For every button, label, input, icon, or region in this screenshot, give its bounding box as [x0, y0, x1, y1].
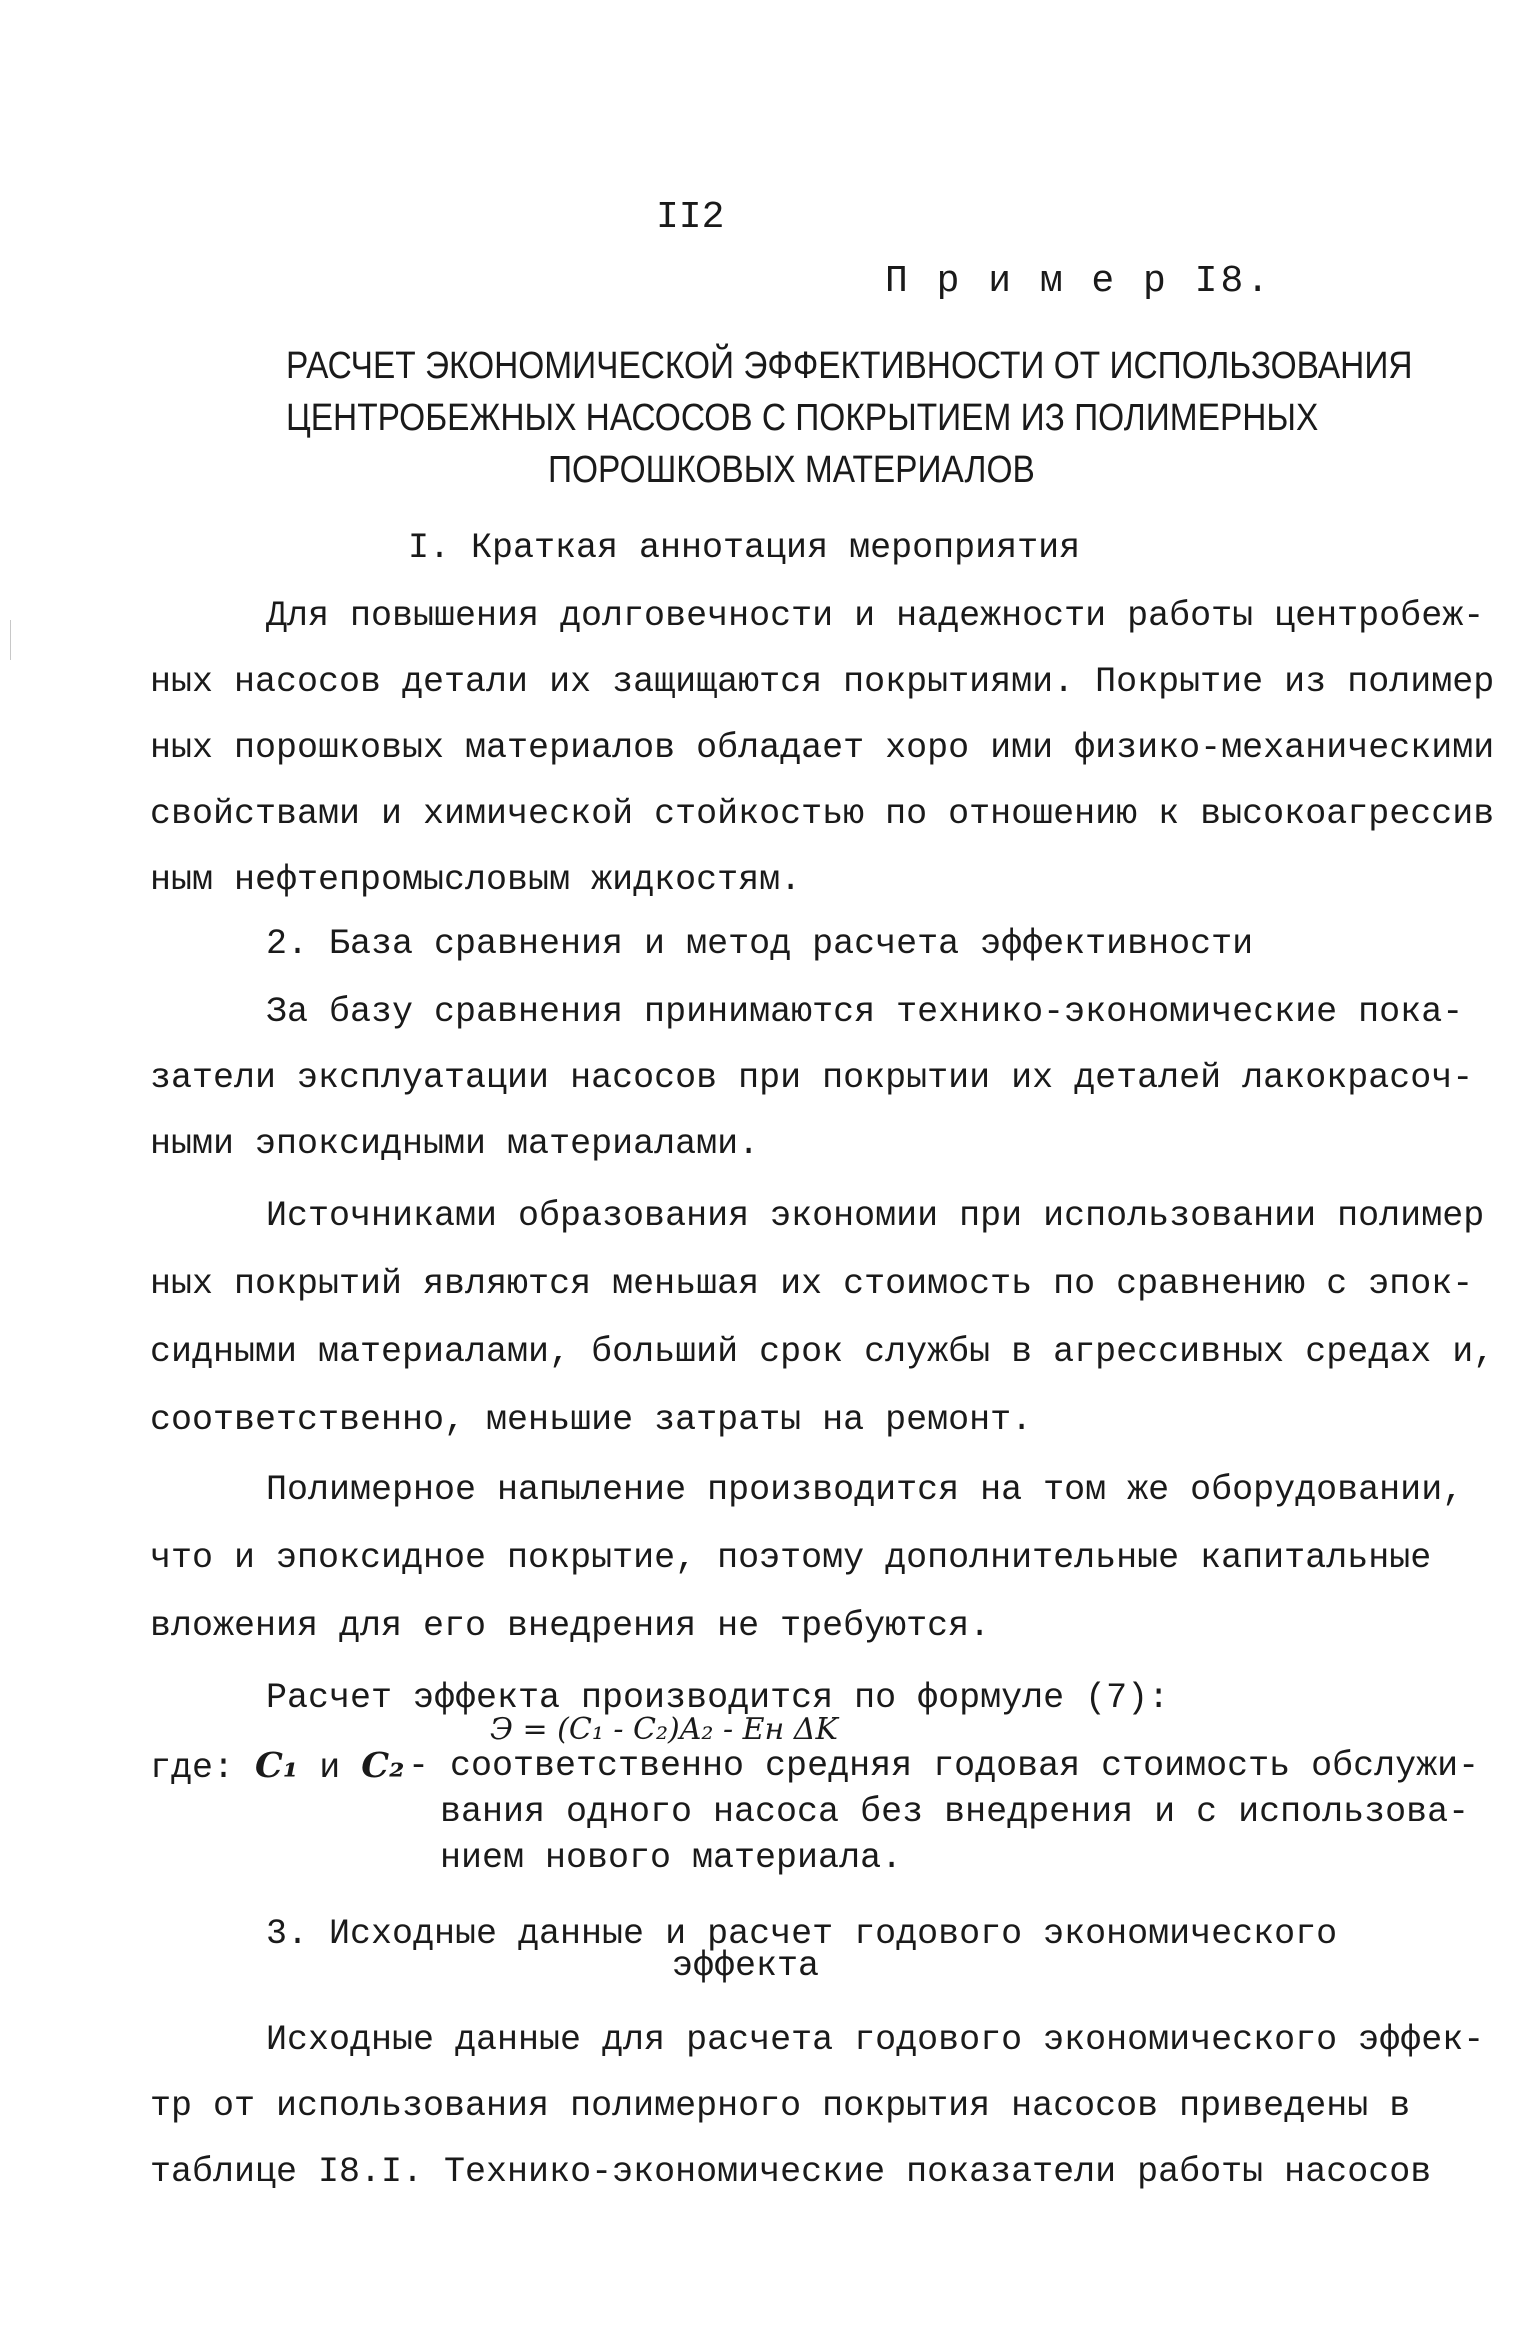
title-line-2: ЦЕНТРОБЕЖНЫХ НАСОСОВ С ПОКРЫТИЕМ ИЗ ПОЛИМЕРНЫХ	[286, 397, 1319, 439]
section-3-line-1: Исходные данные для расчета годового экономического эффек-	[266, 2020, 1485, 2060]
section-3-heading-line-2: эффекта	[672, 1946, 820, 1986]
economic-effect-formula: Э = (C₁ - C₂)A₂ - Eн ΔK	[490, 1712, 838, 1747]
scan-margin-mark	[10, 620, 11, 660]
where-definition-line-2: вания одного насоса без внедрения и с использова-	[440, 1792, 1470, 1832]
section-3-line-3: таблице I8.I. Технико-экономические показатели работы насосов	[150, 2152, 1432, 2192]
section-2-p2-line-1: Источниками образования экономии при использовании полимер	[266, 1196, 1485, 1236]
title-line-3: ПОРОШКОВЫХ МАТЕРИАЛОВ	[548, 449, 1035, 491]
section-1-line-2: ных насосов детали их защищаются покрытиями. Покрытие из полимер	[150, 662, 1495, 702]
section-1-line-3: ных порошковых материалов обладает хоро ими физико-механическими	[150, 728, 1495, 768]
section-1-line-1: Для повышения долговечности и надежности работы центробеж-	[266, 596, 1485, 636]
page-number: II2	[656, 196, 725, 239]
section-2-p1-line-1: За базу сравнения принимаются технико-экономические пока-	[266, 992, 1464, 1032]
section-2-p2-line-3: сидными материалами, больший срок службы в агрессивных средах и,	[150, 1332, 1495, 1372]
section-2-p2-line-2: ных покрытий являются меньшая их стоимость по сравнению с эпок-	[150, 1264, 1474, 1304]
section-2-p1-line-2: затели эксплуатации насосов при покрытии их деталей лакокрасоч-	[150, 1058, 1474, 1098]
section-1-heading: I. Краткая аннотация мероприятия	[408, 528, 1081, 568]
section-2-p1-line-3: ными эпоксидными материалами.	[150, 1124, 760, 1164]
formula-intro: Расчет эффекта производится по формуле (7):	[266, 1678, 1170, 1718]
where-definition-line-3: нием нового материала.	[440, 1838, 903, 1878]
section-1-line-4: свойствами и химической стойкостью по отношению к высокоагрессив	[150, 794, 1495, 834]
section-2-p3-line-2: что и эпоксидное покрытие, поэтому дополнительные капитальные	[150, 1538, 1432, 1578]
variable-c1: C₁	[255, 1745, 299, 1786]
where-and: и	[319, 1748, 341, 1788]
section-2-p2-line-4: соответственно, меньшие затраты на ремонт.	[150, 1400, 1033, 1440]
section-2-heading: 2. База сравнения и метод расчета эффективности	[266, 924, 1254, 964]
where-definition-line-1: - соответственно средняя годовая стоимость обслужи-	[408, 1746, 1480, 1786]
section-1-line-5: ным нефтепромысловым жидкостям.	[150, 860, 802, 900]
title-line-1: РАСЧЕТ ЭКОНОМИЧЕСКОЙ ЭФФЕКТИВНОСТИ ОТ ИСПОЛЬЗОВАНИЯ	[286, 345, 1413, 387]
where-label: где:	[150, 1748, 235, 1788]
section-2-p3-line-3: вложения для его внедрения не требуются.	[150, 1606, 991, 1646]
variable-c2: C₂	[361, 1745, 405, 1786]
section-2-p3-line-1: Полимерное напыление производится на том же оборудовании,	[266, 1470, 1464, 1510]
section-3-heading-line-1: 3. Исходные данные и расчет годового экономического	[266, 1914, 1338, 1954]
example-label: П р и м е р I8.	[885, 260, 1273, 303]
section-3-line-2: тр от использования полимерного покрытия насосов приведены в	[150, 2086, 1411, 2126]
where-clause-label	[150, 1744, 404, 1790]
